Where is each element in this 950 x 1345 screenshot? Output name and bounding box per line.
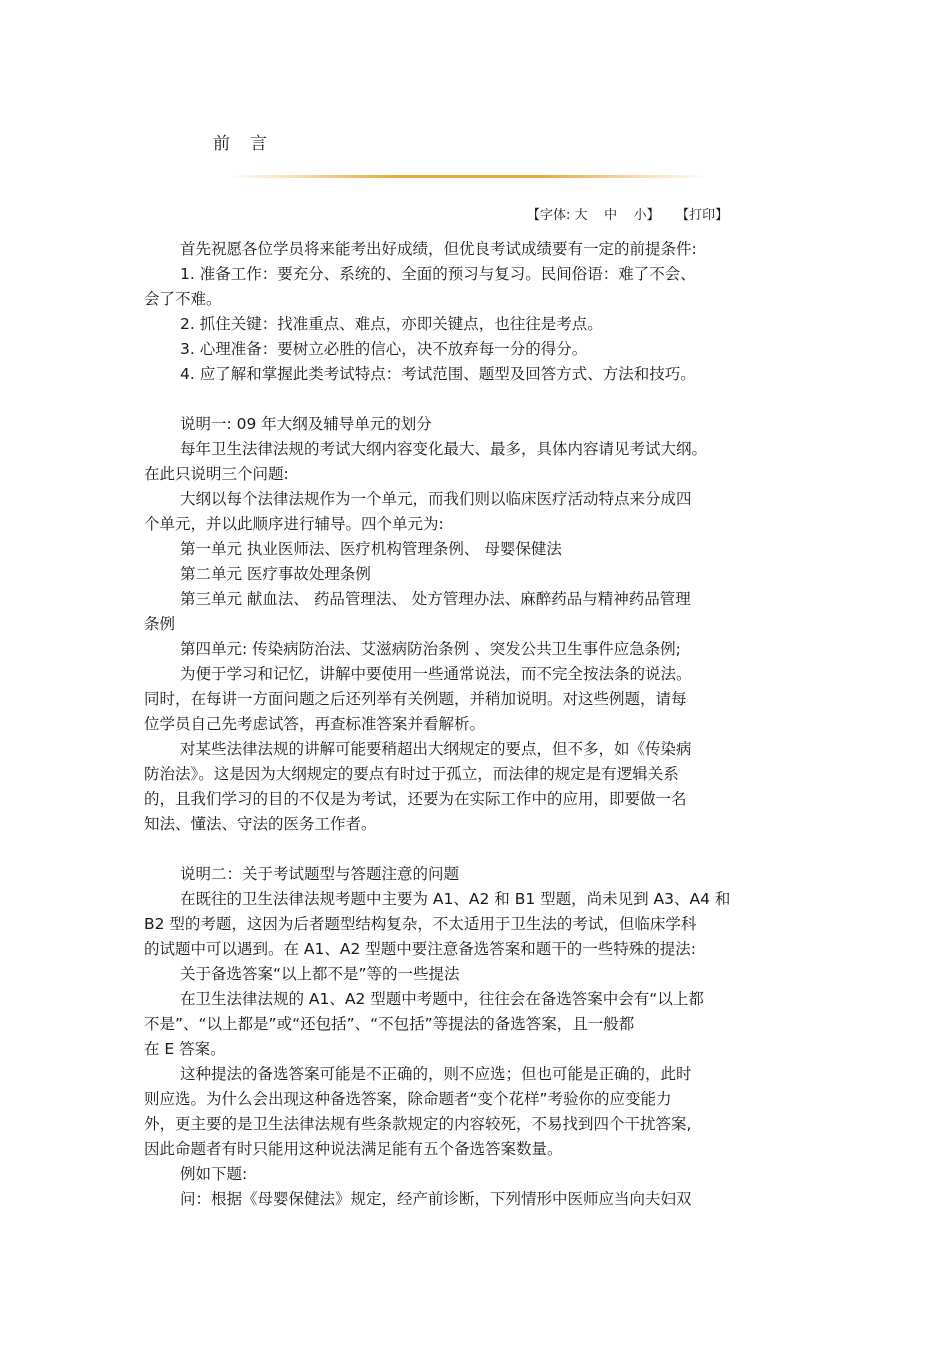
text-line: 同时，在每讲一方面问题之后还列举有关例题，并稍加说明。对这些例题，请每	[144, 690, 687, 708]
font-small-link[interactable]: 小】	[633, 208, 660, 223]
text-line: 1. 准备工作：要充分、系统的、全面的预习与复习。民间俗语：难了不会、	[180, 265, 696, 283]
text-line: 会了不难。	[144, 290, 222, 308]
text-line: 这种提法的备选答案可能是不正确的，则不应选；但也可能是正确的，此时	[180, 1065, 692, 1083]
text-line: 为便于学习和记忆，讲解中要使用一些通常说法，而不完全按法条的说法。	[180, 665, 692, 683]
text-line: 的，且我们学习的目的不仅是为考试，还要为在实际工作中的应用，即要做一名	[144, 790, 687, 808]
text-line: 因此命题者有时只能用这种说法满足能有五个备选答案数量。	[144, 1140, 563, 1158]
text-line: 在 E 答案。	[144, 1040, 226, 1058]
text-line: 在此只说明三个问题:	[144, 465, 289, 483]
text-line: 条例	[144, 615, 176, 633]
text-line: 首先祝愿各位学员将来能考出好成绩，但优良考试成绩要有一定的前提条件:	[180, 240, 697, 258]
print-link[interactable]: 【打印】	[676, 208, 729, 223]
text-line: 第三单元 献血法、 药品管理法、 处方管理办法、麻醉药品与精神药品管理	[180, 590, 691, 608]
text-line: 4. 应了解和掌握此类考试特点：考试范围、题型及回答方式、方法和技巧。	[180, 365, 696, 383]
text-line: 个单元，并以此顺序进行辅导。四个单元为:	[144, 515, 444, 533]
font-label: 【字体:	[527, 208, 571, 223]
text-line: 则应选。为什么会出现这种备选答案，除命题者“变个花样”考验你的应变能力	[144, 1090, 672, 1108]
blank-line	[144, 387, 804, 412]
text-line: 的试题中可以遇到。在 A1、A2 型题中要注意备选答案和题干的一些特殊的提法:	[144, 940, 697, 958]
text-line: 对某些法律法规的讲解可能要稍超出大纲规定的要点，但不多，如《传染病	[180, 740, 692, 758]
title-char-2: 言	[250, 134, 267, 154]
text-line: 知法、懂法、守法的医务工作者。	[144, 815, 377, 833]
text-line: 第四单元: 传染病防治法、艾滋病防治条例 、突发公共卫生事件应急条例;	[180, 640, 681, 658]
text-line: 第二单元 医疗事故处理条例	[180, 565, 371, 583]
document-body	[144, 237, 804, 1212]
text-line: 例如下题:	[180, 1165, 248, 1183]
text-line: 每年卫生法律法规的考试大纲内容变化最大、最多，具体内容请见考试大纲。	[180, 440, 708, 458]
text-line: 关于备选答案“以上都不是”等的一些提法	[180, 965, 460, 983]
text-line: B2 型的考题，这因为后者题型结构复杂，不太适用于卫生法的考试，但临床学科	[144, 915, 697, 933]
font-medium-link[interactable]: 中	[604, 208, 618, 223]
font-large-link[interactable]: 大	[574, 208, 588, 223]
text-line: 位学员自己先考虑试答，再查标准答案并看解析。	[144, 715, 486, 733]
text-line: 说明二：关于考试题型与答题注意的问题	[180, 865, 460, 883]
title-divider	[228, 175, 708, 178]
page-title	[213, 129, 267, 154]
text-line: 第一单元 执业医师法、医疗机构管理条例、 母婴保健法	[180, 540, 562, 558]
text-line: 在既往的卫生法律法规考题中主要为 A1、A2 和 B1 型题，尚未见到 A3、A4 和	[180, 890, 731, 908]
text-line: 问：根据《母婴保健法》规定，经产前诊断，下列情形中医师应当向夫妇双	[180, 1190, 692, 1208]
text-line: 3. 心理准备：要树立必胜的信心，决不放弃每一分的得分。	[180, 340, 588, 358]
text-line: 不是”、“以上都是”或“还包括”、“不包括”等提法的备选答案，且一般都	[144, 1015, 635, 1033]
blank-line	[144, 837, 804, 862]
font-size-toolbar	[527, 204, 728, 223]
text-line: 在卫生法律法规的 A1、A2 型题中考题中，往往会在备选答案中会有“以上都	[180, 990, 704, 1008]
text-line: 说明一: 09 年大纲及辅导单元的划分	[180, 415, 432, 433]
text-line: 大纲以每个法律法规作为一个单元，而我们则以临床医疗活动特点来分成四	[180, 490, 692, 508]
text-line: 2. 抓住关键：找准重点、难点，亦即关键点，也往往是考点。	[180, 315, 603, 333]
title-char-1: 前	[213, 134, 230, 154]
text-line: 防治法》。这是因为大纲规定的要点有时过于孤立，而法律的规定是有逻辑关系	[144, 765, 679, 783]
text-line: 外，更主要的是卫生法律法规有些条款规定的内容较死，不易找到四个干扰答案,	[144, 1115, 692, 1133]
